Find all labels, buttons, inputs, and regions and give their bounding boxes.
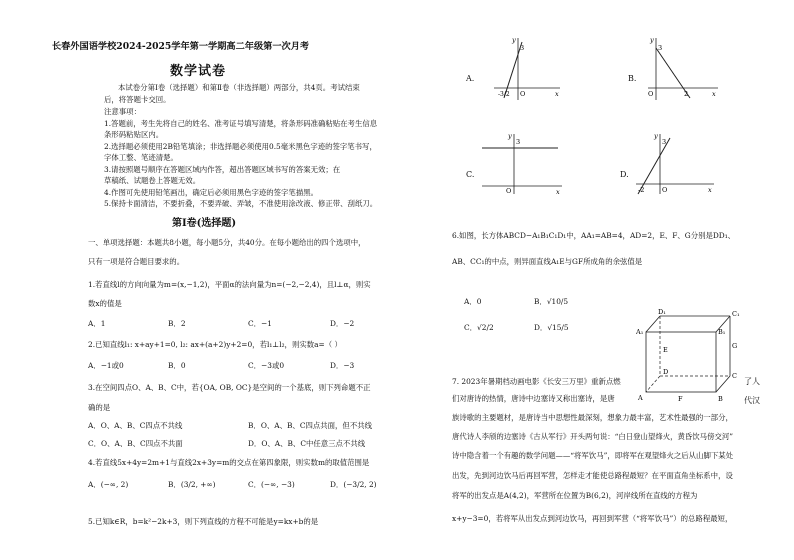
label-d1: D₁ [658, 308, 666, 316]
label-a1: A₁ [636, 328, 644, 336]
graph-d-tick-3: 3 [662, 138, 667, 146]
label-a: A [638, 394, 643, 402]
q3-stem: 3.在空间四点O、A、B、C中，若{OA, OB, OC}是空间的一个基底，则下列命题不正 [88, 383, 371, 392]
q1-stem: 1.若直线l的方向向量为m=(x,−1,2)，平面α的法向量为n=(−2,−2,4)，且l⊥α，则实 [88, 280, 371, 289]
graph-c-y: y [508, 132, 512, 140]
q7-line: 唐代诗人李颀的边塞诗《古从军行》开头两句说：“白日登山望烽火，黄昏饮马傍交河” [452, 432, 734, 441]
graph-a-tick-neg: -3/2 [498, 91, 510, 98]
graph-c-letter: C. [466, 170, 475, 179]
label-b1: B₁ [718, 328, 726, 336]
q7-line: 出发，先到河边饮马后再回军营，怎样走才能使总路程最短？在平面直角坐标系中，设 [452, 471, 733, 480]
q2-option: B．0 [168, 361, 186, 370]
graph-d-letter: D. [620, 170, 629, 179]
label-e: E [663, 346, 668, 354]
section-title: 第Ⅰ卷(选择题) [172, 218, 237, 229]
section-desc: 只有一项是符合题目要求的。 [88, 257, 185, 266]
graph-b [644, 34, 720, 102]
exam-title: 长春外国语学校2024-2025学年第一学期高二年级第一次月考 [52, 41, 310, 52]
q2-option: C．−3或0 [248, 361, 285, 370]
q4-option: B．(3/2, +∞) [168, 480, 216, 489]
q6-option: B．√10/5 [534, 297, 569, 306]
q2-option: D．−3 [330, 361, 355, 370]
label-c: C [732, 372, 737, 380]
q7-line: 族诗歌的主要题材，是唐诗当中思想性最深刻，想象力最丰富，艺术性最强的一部分， [452, 413, 733, 422]
q3-option: B．O、A、B、C四点共面，但不共线 [248, 421, 372, 430]
graph-b-tick-3: 3 [658, 44, 663, 52]
cuboid-figure [636, 308, 746, 404]
subject-title: 数学试卷 [170, 64, 227, 79]
graph-a-origin: O [520, 90, 526, 98]
q6-option: C．√2/2 [464, 323, 494, 332]
q1-option: C．−1 [248, 319, 272, 328]
label-d: D [663, 368, 669, 376]
graph-a [490, 34, 562, 102]
note-line: 4.作图可先使用铅笔画出，确定后必须用黑色字迹的签字笔描黑。 [104, 188, 318, 197]
q2-option: A．−1或0 [88, 361, 124, 370]
q7-line: 诗中隐含着一个有趣的数学问题——“将军饮马”，即将军在观望烽火之后从山脚下某处 [452, 451, 734, 460]
q3-stem: 确的是 [88, 403, 111, 412]
q4-option: A．(−∞, 2) [88, 480, 129, 489]
label-b: B [718, 395, 723, 403]
label-f: F [678, 395, 683, 403]
graph-d [632, 130, 716, 196]
graph-d-tick-neg2: -2 [638, 186, 645, 194]
graph-b-origin: O [648, 90, 654, 98]
graph-b-tick-2: 2 [684, 90, 689, 98]
q6-stem: 6.如图，长方体ABCD−A₁B₁C₁D₁中，AA₁=AB=4，AD=2，E、F、G分别是DD₁、 [452, 231, 736, 240]
graph-b-x: x [712, 90, 716, 98]
q6-option: D．√15/5 [534, 323, 569, 332]
note-line: 1.答题前，考生先将自己的姓名、准考证号填写清楚，将条形码准确粘贴在考生信息 [104, 119, 378, 128]
q4-stem: 4.若直线5x+4y=2m+1与直线2x+3y=m的交点在第四象限，则实数m的取值范围是 [88, 458, 370, 467]
graph-a-x: x [555, 90, 559, 98]
q1-stem: 数x的值是 [88, 299, 122, 308]
graph-d-y: y [654, 132, 658, 140]
q4-option: C．(−∞, −3) [248, 480, 295, 489]
graph-a-letter: A. [466, 74, 475, 83]
q3-option: C．O、A、B、C四点不共面 [88, 439, 183, 448]
q3-option: D．O、A、B、C中任意三点不共线 [248, 439, 366, 448]
note-line: 条形码粘贴区内。 [104, 130, 164, 139]
graph-c-tick-3: 3 [516, 138, 521, 146]
note-line: 2.选择题必须使用2B铅笔填涂；非选择题必须使用0.5毫米黑色字迹的签字笔书写， [104, 142, 377, 151]
q7-side: 代汉 [744, 396, 760, 405]
q1-option: A．1 [88, 319, 106, 328]
q7-line: x+y−3=0，若将军从出发点到河边饮马，再回到军营（“将军饮马”）的总路程最短， [452, 514, 733, 523]
graph-a-tick-3: 3 [520, 44, 525, 52]
graph-a-y: y [512, 36, 516, 44]
graph-d-x: x [708, 186, 712, 194]
q7-line: 们对唐诗的热情，唐诗中边塞诗又称出塞诗，是唐 [452, 394, 615, 403]
graph-c-origin: O [506, 187, 512, 195]
q7-line: 7. 2023年暑期档动画电影《长安三万里》重新点燃 [452, 377, 621, 386]
note-line: 5.保持卡面清洁，不要折叠，不要弄破、弄皱，不准使用涂改液、修正带、刮纸刀。 [104, 199, 378, 208]
q7-line: 将军的出发点是A(4,2)，军营所在位置为B(6,2)，河岸线所在直线的方程为 [452, 491, 698, 500]
q1-option: B．2 [168, 319, 186, 328]
notes-heading: 注意事项： [104, 107, 141, 116]
section-desc: 一、单项选择题：本题共8小题，每小题5分，共40分。在每小题给出的四个选项中， [88, 238, 366, 247]
q3-option: A．O、A、B、C四点不共线 [88, 421, 183, 430]
q7-side: 了人 [744, 377, 760, 386]
graph-c-x: x [556, 188, 560, 196]
note-line: 3.请按照题号顺序在答题区域内作答，超出答题区域书写的答案无效；在 [104, 165, 341, 174]
q2-stem: 2.已知直线l₁: x+ay+1=0, l₂: ax+(a+2)y+2=0，若l₁⊥l₂，则实数a=（ ） [88, 340, 342, 349]
intro-line: 后，将答题卡交回。 [104, 95, 171, 104]
graph-b-y: y [650, 36, 654, 44]
label-g: G [732, 342, 738, 350]
intro-line: 本试卷分第Ⅰ卷（选择题）和第Ⅱ卷（非选择题）两部分，共4页。考试结束 [118, 83, 360, 92]
note-line: 字体工整、笔迹清楚。 [104, 153, 178, 162]
label-c1: C₁ [732, 310, 740, 318]
graph-b-letter: B. [628, 74, 637, 83]
q1-option: D．−2 [330, 319, 355, 328]
graph-d-origin: O [662, 186, 668, 194]
graph-c [478, 130, 564, 196]
note-line: 草稿纸、试题卷上答题无效。 [104, 176, 201, 185]
q4-option: D．(−3/2, 2) [330, 480, 377, 489]
q6-stem: AB、CC₁的中点，则异面直线A₁E与GF所成角的余弦值是 [452, 257, 643, 266]
q5-stem: 5.已知k∈R，b=k²−2k+3，则下列直线的方程不可能是y=kx+b的是 [88, 517, 319, 526]
right-column [404, 0, 794, 560]
q6-option: A．0 [464, 297, 482, 306]
